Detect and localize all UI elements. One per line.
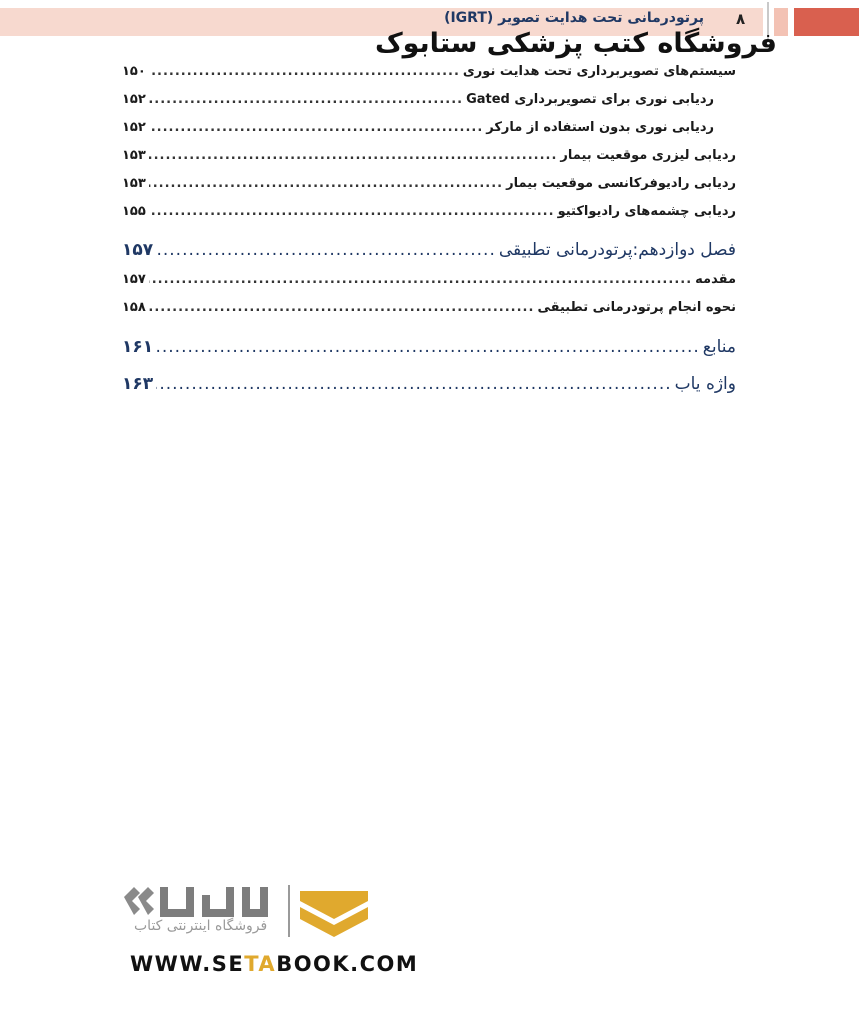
toc-chapter-entry[interactable] bbox=[122, 337, 736, 357]
toc-chapter-entry[interactable] bbox=[122, 374, 736, 394]
toc-leader-dots bbox=[149, 176, 503, 191]
toc-entry[interactable] bbox=[122, 272, 736, 287]
toc-entry-page: ۱۵۷ bbox=[122, 272, 146, 287]
toc-leader-dots bbox=[149, 300, 535, 315]
toc-entry-label: ردیابی نوری بدون استفاده از مارکر bbox=[486, 120, 714, 135]
toc-entry-label: ردیابی لیزری موقعیت بیمار bbox=[560, 148, 736, 163]
running-header-title: پرتودرمانی تحت هدایت تصویر (IGRT) bbox=[444, 10, 704, 26]
toc-leader-dots bbox=[149, 148, 558, 163]
toc-leader-dots bbox=[156, 240, 496, 260]
toc-leader-dots bbox=[149, 120, 483, 135]
logo-url-prefix: WWW.SE bbox=[130, 952, 245, 976]
toc-entry-page: ۱۵۵ bbox=[122, 204, 146, 219]
toc-leader-dots bbox=[149, 204, 555, 219]
toc-entry-label: ردیابی رادیوفرکانسی موقعیت بیمار bbox=[506, 176, 736, 191]
toc-entry-page: ۱۵۸ bbox=[122, 300, 146, 315]
toc-entry-page: ۱۶۱ bbox=[122, 337, 154, 357]
toc-chapter-entry[interactable] bbox=[122, 240, 736, 260]
toc-entry-page: ۱۵۳ bbox=[122, 176, 146, 191]
toc-leader-dots bbox=[149, 92, 463, 107]
book-icon bbox=[300, 891, 368, 937]
toc-entry[interactable] bbox=[122, 92, 714, 107]
logo-url[interactable] bbox=[130, 952, 418, 976]
toc-leader-dots bbox=[149, 64, 460, 79]
toc-entry-label: فصل دوازدهم:پرتودرمانی تطبیقی bbox=[498, 240, 736, 260]
toc-entry[interactable] bbox=[122, 176, 736, 191]
toc-entry-label: نحوه انجام پرتودرمانی تطبیقی bbox=[537, 300, 736, 315]
page-number: ۸ bbox=[736, 10, 746, 28]
toc-entry-label: ردیابی چشمه‌های رادیواکتیو bbox=[557, 204, 736, 219]
toc-entry-label: مقدمه bbox=[695, 272, 736, 287]
toc-entry[interactable] bbox=[122, 204, 736, 219]
toc-entry[interactable] bbox=[122, 64, 736, 79]
toc-entry-label: واژه یاب bbox=[674, 374, 736, 394]
logo-divider bbox=[288, 885, 290, 937]
watermark-text: فروشگاه کتب پزشکی ستابوک bbox=[374, 28, 777, 59]
toc-leader-dots bbox=[156, 374, 671, 394]
toc-entry-page: ۱۵۲ bbox=[122, 120, 146, 135]
toc-entry-page: ۱۶۳ bbox=[122, 374, 154, 394]
toc-leader-dots bbox=[156, 337, 700, 357]
toc-entry-page: ۱۵۳ bbox=[122, 148, 146, 163]
logo-subtitle: فروشگاه اینترنتی کتاب bbox=[134, 918, 268, 934]
toc-entry[interactable] bbox=[122, 300, 736, 315]
toc-entry[interactable] bbox=[122, 120, 714, 135]
toc-entry-label: سیستم‌های تصویربرداری تحت هدایت نوری bbox=[462, 64, 736, 79]
toc-entry[interactable] bbox=[122, 148, 736, 163]
chevron-icon bbox=[124, 887, 154, 915]
toc-entry-label: ردیابی نوری برای تصویربرداری Gated bbox=[466, 92, 714, 107]
logo-url-accent: TA bbox=[244, 952, 277, 976]
toc-entry-label: منابع bbox=[702, 337, 736, 357]
toc-leader-dots bbox=[149, 272, 692, 287]
logo-url-suffix: BOOK.COM bbox=[276, 952, 419, 976]
logo-wordmark bbox=[160, 887, 268, 917]
toc-entry-page: ۱۵۰ bbox=[122, 64, 146, 79]
toc-entry-page: ۱۵۲ bbox=[122, 92, 146, 107]
toc-entry-page: ۱۵۷ bbox=[122, 240, 154, 260]
header-accent-dark bbox=[794, 8, 859, 36]
